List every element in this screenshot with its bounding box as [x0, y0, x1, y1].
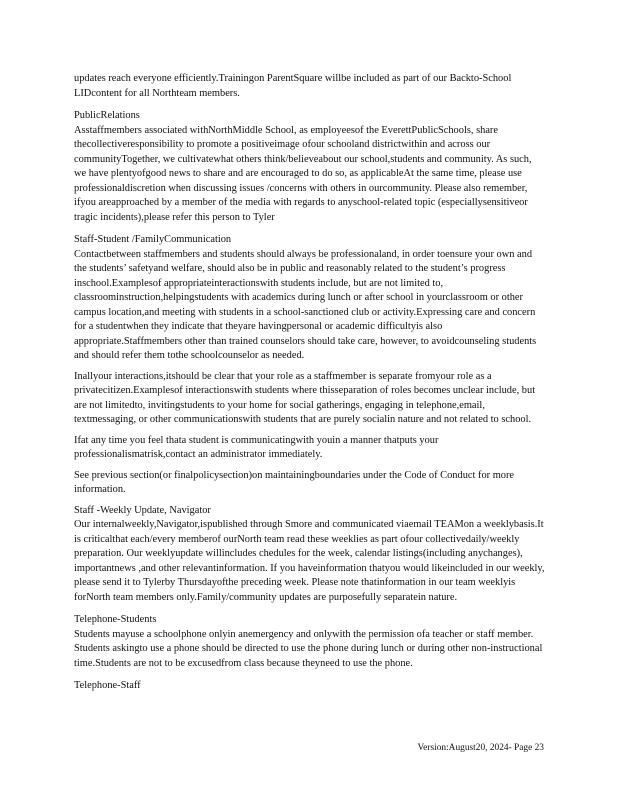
staff-student-family-paragraph-3: Ifat any time you feel thata student is communicatingwith youin a manner thatputs your professionalismatrisk,contact an administrator immediately. [74, 434, 439, 460]
intro-paragraph: updates reach everyone efficiently.Trainingon ParentSquare willbe included as part of our Backto-School LIDcontent for all Northteam members. [74, 73, 512, 99]
staff-student-family-heading: Staff-Student /FamilyCommunication [74, 234, 232, 245]
weekly-update-heading: Staff -Weekly Update, Navigator [74, 504, 211, 516]
public-relations-heading: PublicRelations [74, 110, 140, 121]
weekly-update-paragraph: Our internalweekly,Navigator,ispublished through Smore and communicated viaemail TEAMon a weeklybasis.It is criticalthat each/every memberof ourNorth team read these weeklies as part ofour collectivedaily/weekly preparation. Our weeklyupdate willincludes chedules for the week, calendar listings(including anychanges), importantnews ,and other relevantinformation. If you haveinformation thatyou would likeincluded in our weekly, please send it to Tylerby Thursdayofthe preceding week. Please note thatinformation in our team weeklyis forNorth team members only.Family/community updates are purposefully separatein nature. [74, 519, 545, 603]
staff-student-family-paragraph-1: Contactbetween staffmembers and students should always be professionaland, in order toensure your own and the students’ safetyand welfare, should also be in public and reasonably related to the student’s progress inschool.Examplesof appropriateinteractionswith students include, but are not limited to, classroominstruction,helpingstudents with academics during lunch or after school in yourclassroom or other campus location,and meeting with students in a school-sanctioned club or activity.Expressing care and concern for a studentwhen they indicate that theyare havingpersonal or academic difficultyis also appropriate.Staffmembers other than trained counselors should take care, however, to avoidcounseling students and should refer them tothe schoolcounselor as needed. [74, 248, 537, 361]
telephone-students-paragraph: Students mayuse a schoolphone onlyin anemergency and onlywith the permission ofa teacher or staff member. Students askingto use a phone should be directed to use the phone during lunch or during other non-instructional time.Students are not to be excusedfrom class because theyneed to use the phone. [74, 628, 543, 669]
public-relations-paragraph: Asstaffmembers associated withNorthMiddle School, as employeesof the EverettPublicSchools, share thecollectiveresponsibility to promote a positiveimage ofour schooland districtwithin and across our communityTogether, we cultivatewhat others think/believeabout our school,students and community. As such, we have plentyofgood news to share and are encouraged to do so, as applicableAt the same time, please use professionaldiscretion when discussing issues /concerns with others in ourcommunity. Please also remember, ifyou areapproached by a member of the media with regards to anyschool-related topic (especiallysensitiveor tragic incidents),please refer this person to Tyler [74, 124, 532, 223]
staff-student-family-paragraph-4: See previous section(or finalpolicysection)on maintainingboundaries under the Code of Conduct for more information. [74, 469, 515, 495]
page-footer: Version:August20, 2024- Page 23 [417, 743, 544, 753]
telephone-students-heading: Telephone-Students [74, 614, 157, 625]
telephone-staff-heading: Telephone-Staff [74, 680, 141, 691]
staff-student-family-paragraph-2: Inallyour interactions,itshould be clear that your role as a staffmember is separate fromyour role as a privatecitizen.Examplesof interactionswith students where thisseparation of roles becomes unclear include, but are not limitedto, invitingstudents to your home for social gatherings, engaging in telephone,email, textmessaging, or other communicationswith students that are purely socialin nature and not related to school. [74, 370, 536, 425]
